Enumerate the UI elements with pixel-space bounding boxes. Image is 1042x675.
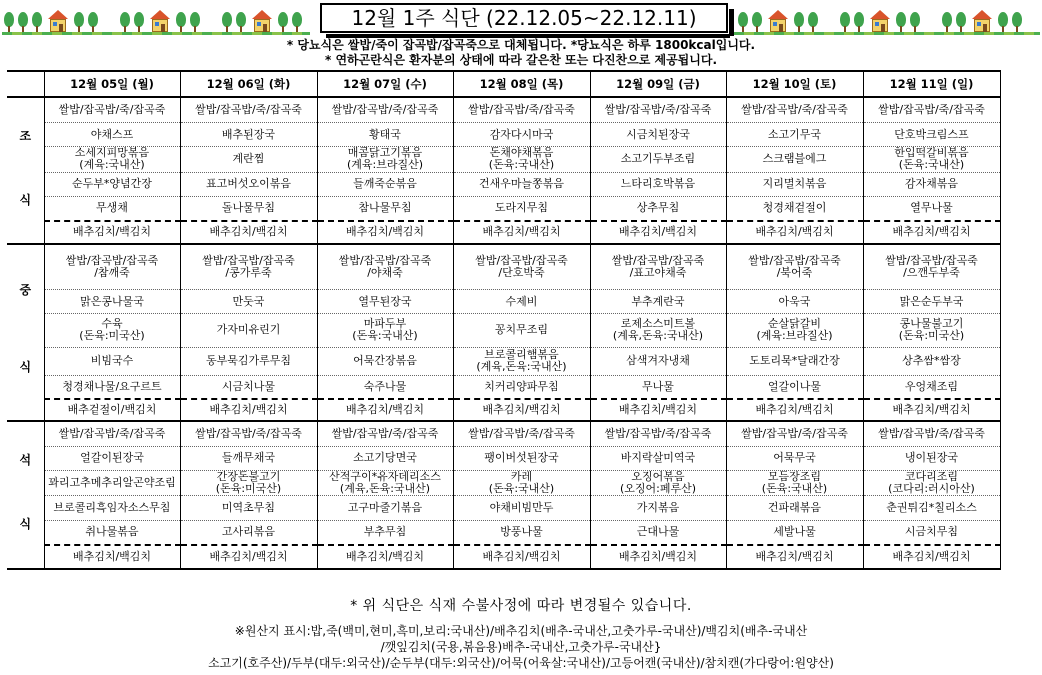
menu-cell: 스크램블에그 (726, 147, 863, 172)
menu-cell: 수육 (돈육:미국산) (44, 314, 180, 347)
change-notice: * 위 식단은 식재 수불사정에 따라 변경될수 있습니다. (350, 598, 692, 614)
menu-cell: 배추김치/백김치 (317, 221, 453, 244)
menu-cell: 소고기당면국 (317, 446, 453, 470)
menu-cell: 소세지피망볶음 (계육:국내산) (44, 147, 180, 172)
menu-cell: 쌀밥/잡곡밥/잡곡죽 /으깬두부죽 (863, 244, 1000, 290)
menu-cell: 쌀밥/잡곡밥/죽/잡곡죽 (726, 421, 863, 446)
tree-icon (236, 12, 246, 32)
menu-cell: 비빔국수 (44, 347, 180, 375)
menu-cell: 쌀밥/잡곡밥/잡곡죽 /야채죽 (317, 244, 453, 290)
day-header: 12월 05일 (월) (44, 71, 180, 97)
meal-label-top: 석 (19, 453, 32, 467)
menu-cell: 어묵간장볶음 (317, 347, 453, 375)
menu-cell: 배추김치/백김치 (590, 221, 726, 244)
menu-cell: 맑은콩나물국 (44, 290, 180, 314)
menu-cell: 쌀밥/잡곡밥/잡곡죽 /참깨죽 (44, 244, 180, 290)
menu-cell: 쌀밥/잡곡밥/죽/잡곡죽 (590, 97, 726, 122)
tree-icon (738, 12, 748, 32)
tree-icon (292, 12, 302, 32)
menu-row (7, 122, 1000, 146)
day-header: 12월 11일 (일) (863, 71, 1000, 97)
menu-cell: 가지볶음 (590, 496, 726, 520)
menu-cell: 청경채겉절이 (726, 196, 863, 220)
day-header: 12월 08일 (목) (453, 71, 590, 97)
menu-cell: 꽁치무조림 (453, 314, 590, 347)
tree-icon (176, 12, 186, 32)
menu-cell: 꽈리고추메추리알곤약조림 (44, 471, 180, 496)
menu-cell: 쌀밥/잡곡밥/죽/잡곡죽 (863, 421, 1000, 446)
ground-strip (734, 32, 1040, 35)
tree-icon (4, 12, 14, 32)
menu-cell: 들깨무채국 (180, 446, 317, 470)
menu-cell: 방풍나물 (453, 520, 590, 544)
house-icon (48, 10, 68, 32)
tree-icon (134, 12, 144, 32)
menu-cell: 순두부*양념간장 (44, 172, 180, 196)
menu-cell: 가자미유린기 (180, 314, 317, 347)
menu-cell: 야채스프 (44, 122, 180, 146)
house-icon (150, 10, 170, 32)
menu-row (7, 314, 1000, 347)
menu-cell: 로제소스미트볼 (계육,돈육:국내산) (590, 314, 726, 347)
menu-cell: 부추무침 (317, 520, 453, 544)
house-icon (768, 10, 788, 32)
menu-cell: 배추김치/백김치 (453, 545, 590, 569)
day-header-row (7, 71, 1000, 97)
tree-icon (896, 12, 906, 32)
menu-row (7, 399, 1000, 421)
tree-icon (88, 12, 98, 32)
tree-icon (278, 12, 288, 32)
menu-cell: 수제비 (453, 290, 590, 314)
menu-cell: 모듬장조림 (돈육:국내산) (726, 471, 863, 496)
ground-strip (2, 32, 310, 35)
tree-icon (190, 12, 200, 32)
menu-cell: 배추김치/백김치 (317, 399, 453, 421)
menu-cell: 무생채 (44, 196, 180, 220)
menu-cell: 배추김치/백김치 (453, 399, 590, 421)
menu-cell: 고구마줄기볶음 (317, 496, 453, 520)
menu-cell: 배추김치/백김치 (863, 399, 1000, 421)
origin-line: 소고기(호주산)/두부(대두:외국산)/순두부(대두:외국산)/어묵(어육살:국내산)/고등어캔(국내산)/참치캔(가다랑어:원양산) (208, 656, 834, 670)
menu-cell: 상추쌈*쌈장 (863, 347, 1000, 375)
menu-cell: 돌나물무침 (180, 196, 317, 220)
menu-row (7, 97, 1000, 122)
page-title: 12월 1주 식단 (22.12.05~22.12.11) (320, 3, 728, 33)
menu-row (7, 471, 1000, 496)
menu-cell: 배추김치/백김치 (590, 399, 726, 421)
day-header: 12월 09일 (금) (590, 71, 726, 97)
menu-cell: 쌀밥/잡곡밥/잡곡죽 /콩가루죽 (180, 244, 317, 290)
menu-cell: 건새우마늘쫑볶음 (453, 172, 590, 196)
menu-cell: 황태국 (317, 122, 453, 146)
menu-cell: 쌀밥/잡곡밥/죽/잡곡죽 (453, 421, 590, 446)
menu-row (7, 290, 1000, 314)
menu-cell: 소고기무국 (726, 122, 863, 146)
tree-icon (854, 12, 864, 32)
menu-row (7, 375, 1000, 398)
menu-cell: 상추무침 (590, 196, 726, 220)
weekly-menu-table (7, 70, 1001, 570)
day-header: 12월 07일 (수) (317, 71, 453, 97)
menu-cell: 동부묵김가루무침 (180, 347, 317, 375)
meal-label (7, 421, 44, 569)
menu-cell: 배추김치/백김치 (44, 545, 180, 569)
menu-cell: 세발나물 (726, 520, 863, 544)
tree-icon (808, 12, 818, 32)
menu-row (7, 496, 1000, 520)
menu-cell: 배추김치/백김치 (453, 221, 590, 244)
menu-cell: 들깨죽순볶음 (317, 172, 453, 196)
meal-label (7, 244, 44, 421)
menu-cell: 아욱국 (726, 290, 863, 314)
menu-cell: 쌀밥/잡곡밥/죽/잡곡죽 (590, 421, 726, 446)
menu-cell: 삼색겨자냉채 (590, 347, 726, 375)
menu-cell: 지리멸치볶음 (726, 172, 863, 196)
meal-label-top: 중 (19, 283, 32, 297)
menu-row (7, 172, 1000, 196)
tree-icon (942, 12, 952, 32)
menu-cell: 열무나물 (863, 196, 1000, 220)
header-decoration-right (734, 2, 1040, 36)
menu-cell: 건파래볶음 (726, 496, 863, 520)
menu-cell: 쌀밥/잡곡밥/죽/잡곡죽 (863, 97, 1000, 122)
menu-cell: 쌀밥/잡곡밥/잡곡죽 /단호박죽 (453, 244, 590, 290)
menu-cell: 감자채볶음 (863, 172, 1000, 196)
menu-cell: 쌀밥/잡곡밥/잡곡죽 /표고야채죽 (590, 244, 726, 290)
menu-cell: 배추겉절이/백김치 (44, 399, 180, 421)
menu-cell: 배추김치/백김치 (180, 545, 317, 569)
tree-icon (752, 12, 762, 32)
menu-cell: 감자다시마국 (453, 122, 590, 146)
menu-cell: 야채비빔만두 (453, 496, 590, 520)
menu-cell: 도토리묵*달래간장 (726, 347, 863, 375)
day-header: 12월 10일 (토) (726, 71, 863, 97)
meal-label-bottom: 식 (19, 193, 32, 207)
tree-icon (222, 12, 232, 32)
meal-label-top: 조 (19, 129, 32, 143)
menu-cell: 쌀밥/잡곡밥/잡곡죽 /북어죽 (726, 244, 863, 290)
day-header: 12월 06일 (화) (180, 71, 317, 97)
menu-cell: 브로콜리햄볶음 (계육,돈육:국내산) (453, 347, 590, 375)
tree-icon (74, 12, 84, 32)
header-decoration-left (2, 2, 310, 36)
menu-cell: 마파두부 (돈육:국내산) (317, 314, 453, 347)
menu-cell: 춘권튀김*칠리소스 (863, 496, 1000, 520)
menu-cell: 배추김치/백김치 (863, 221, 1000, 244)
house-icon (870, 10, 890, 32)
menu-cell: 무나물 (590, 375, 726, 398)
tree-icon (998, 12, 1008, 32)
tree-icon (32, 12, 42, 32)
menu-cell: 우엉채조림 (863, 375, 1000, 398)
menu-cell: 쌀밥/잡곡밥/죽/잡곡죽 (453, 97, 590, 122)
menu-cell: 도라지무침 (453, 196, 590, 220)
menu-cell: 배추김치/백김치 (726, 221, 863, 244)
menu-cell: 숙주나물 (317, 375, 453, 398)
tree-icon (18, 12, 28, 32)
menu-cell: 얼갈이나물 (726, 375, 863, 398)
menu-row (7, 446, 1000, 470)
menu-cell: 돈채야채볶음 (돈육:국내산) (453, 147, 590, 172)
menu-row (7, 221, 1000, 244)
menu-cell: 어묵무국 (726, 446, 863, 470)
menu-cell: 소고기두부조림 (590, 147, 726, 172)
menu-cell: 콩나물불고기 (돈육:미국산) (863, 314, 1000, 347)
menu-row (7, 545, 1000, 569)
meal-label-bottom: 식 (19, 360, 32, 374)
tree-icon (794, 12, 804, 32)
menu-cell: 고사리볶음 (180, 520, 317, 544)
menu-row (7, 520, 1000, 544)
menu-cell: 배추김치/백김치 (317, 545, 453, 569)
corner-cell (7, 71, 44, 97)
menu-cell: 부추계란국 (590, 290, 726, 314)
menu-cell: 배추된장국 (180, 122, 317, 146)
meal-label (7, 97, 44, 244)
menu-cell: 바지락살미역국 (590, 446, 726, 470)
menu-cell: 배추김치/백김치 (180, 399, 317, 421)
menu-cell: 배추김치/백김치 (726, 545, 863, 569)
menu-cell: 순살닭갈비 (계육:브라질산) (726, 314, 863, 347)
diabetic-notice: * 당뇨식은 쌀밥/죽이 잡곡밥/잡곡죽으로 대체됩니다. *당뇨식은 하루 1800kcal입니다. (286, 38, 756, 52)
menu-row (7, 421, 1000, 446)
dysphagia-notice: * 연하곤란식은 환자분의 상태에 따라 갈은찬 또는 다진찬으로 제공됩니다. (324, 53, 718, 67)
menu-cell: 쌀밥/잡곡밥/죽/잡곡죽 (317, 421, 453, 446)
menu-cell: 쌀밥/잡곡밥/죽/잡곡죽 (180, 421, 317, 446)
menu-cell: 근대나물 (590, 520, 726, 544)
menu-cell: 한입떡갈비볶음 (돈육:국내산) (863, 147, 1000, 172)
origin-line: /깻잎김치(국용,볶음용)배추-국내산,고춧가루-국내산} (380, 640, 662, 654)
menu-row (7, 147, 1000, 172)
menu-cell: 배추김치/백김치 (180, 221, 317, 244)
menu-cell: 느타리호박볶음 (590, 172, 726, 196)
menu-cell: 청경채나물/요구르트 (44, 375, 180, 398)
menu-cell: 배추김치/백김치 (590, 545, 726, 569)
menu-cell: 팽이버섯된장국 (453, 446, 590, 470)
menu-cell: 냉이된장국 (863, 446, 1000, 470)
menu-cell: 코다리조림 (코다리:러시아산) (863, 471, 1000, 496)
tree-icon (956, 12, 966, 32)
menu-cell: 카레 (돈육:국내산) (453, 471, 590, 496)
menu-cell: 매콤닭고기볶음 (계육:브라질산) (317, 147, 453, 172)
menu-cell: 배추김치/백김치 (863, 545, 1000, 569)
menu-row (7, 244, 1000, 290)
menu-cell: 취나물볶음 (44, 520, 180, 544)
origin-line: ※원산지 표시:밥,죽(백미,현미,흑미,보리:국내산)/배추김치(배추-국내산,고춧가루-국내산)/백김치(배추-국내산 (234, 624, 808, 638)
menu-cell: 시금치나물 (180, 375, 317, 398)
menu-cell: 쌀밥/잡곡밥/죽/잡곡죽 (44, 421, 180, 446)
menu-row (7, 347, 1000, 375)
tree-icon (120, 12, 130, 32)
menu-cell: 쌀밥/잡곡밥/죽/잡곡죽 (317, 97, 453, 122)
meal-label-bottom: 식 (19, 517, 32, 531)
menu-cell: 쌀밥/잡곡밥/죽/잡곡죽 (180, 97, 317, 122)
tree-icon (910, 12, 920, 32)
menu-cell: 산적구이*유자데리소스 (계육,돈육:국내산) (317, 471, 453, 496)
menu-cell: 오징어볶음 (오징어:페루산) (590, 471, 726, 496)
tree-icon (1012, 12, 1022, 32)
menu-cell: 열무된장국 (317, 290, 453, 314)
menu-cell: 미역초무침 (180, 496, 317, 520)
menu-cell: 배추김치/백김치 (44, 221, 180, 244)
menu-row (7, 196, 1000, 220)
menu-cell: 시금치무침 (863, 520, 1000, 544)
menu-cell: 간장돈불고기 (돈육:미국산) (180, 471, 317, 496)
menu-cell: 표고버섯오이볶음 (180, 172, 317, 196)
menu-cell: 단호박크림스프 (863, 122, 1000, 146)
menu-cell: 얼갈이된장국 (44, 446, 180, 470)
menu-cell: 맑은순두부국 (863, 290, 1000, 314)
menu-cell: 브로콜리흑임자소스무침 (44, 496, 180, 520)
menu-cell: 참나물무침 (317, 196, 453, 220)
menu-cell: 쌀밥/잡곡밥/죽/잡곡죽 (44, 97, 180, 122)
tree-icon (840, 12, 850, 32)
menu-cell: 시금치된장국 (590, 122, 726, 146)
house-icon (252, 10, 272, 32)
house-icon (972, 10, 992, 32)
menu-cell: 쌀밥/잡곡밥/죽/잡곡죽 (726, 97, 863, 122)
menu-cell: 계란찜 (180, 147, 317, 172)
menu-cell: 치커리양파무침 (453, 375, 590, 398)
menu-cell: 만둣국 (180, 290, 317, 314)
menu-cell: 배추김치/백김치 (726, 399, 863, 421)
